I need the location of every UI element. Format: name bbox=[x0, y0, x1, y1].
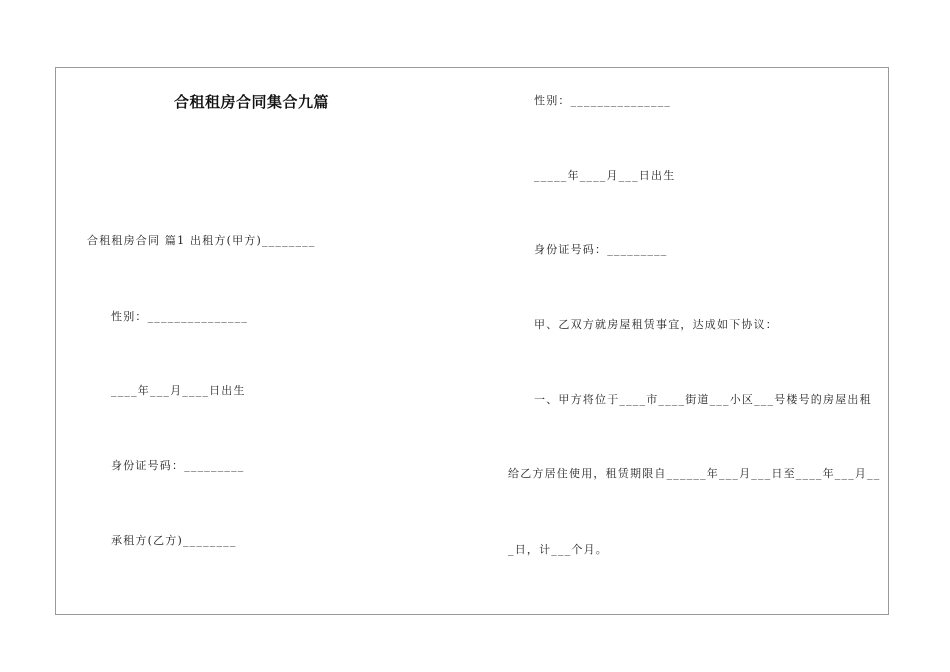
lessee-line: 承租方(乙方)________ bbox=[111, 534, 237, 547]
lessor-birth-line: ____年___月____日出生 bbox=[111, 384, 246, 397]
contract-heading-line: 合租租房合同 篇1 出租方(甲方)________ bbox=[87, 234, 316, 247]
clause-1-line-1: 一、甲方将位于____市____街道___小区___号楼号的房屋出租 bbox=[534, 393, 872, 406]
lessee-birth-line: _____年____月___日出生 bbox=[534, 169, 676, 182]
clause-1-line-2: 给乙方居住使用，租赁期限自______年___月___日至____年___月__ bbox=[508, 467, 881, 480]
clause-1-line-3: _日，计___个月。 bbox=[508, 543, 608, 556]
lessor-gender-line: 性别：_______________ bbox=[111, 310, 249, 323]
lessor-id-number-line: 身份证号码：_________ bbox=[111, 459, 245, 472]
document-title: 合租租房合同集合九篇 bbox=[174, 93, 330, 111]
document-page-frame bbox=[55, 67, 889, 615]
lessee-gender-line: 性别：_______________ bbox=[534, 94, 672, 107]
lessee-id-number-line: 身份证号码：_________ bbox=[534, 243, 668, 256]
agreement-intro-line: 甲、乙双方就房屋租赁事宜，达成如下协议： bbox=[534, 318, 778, 331]
